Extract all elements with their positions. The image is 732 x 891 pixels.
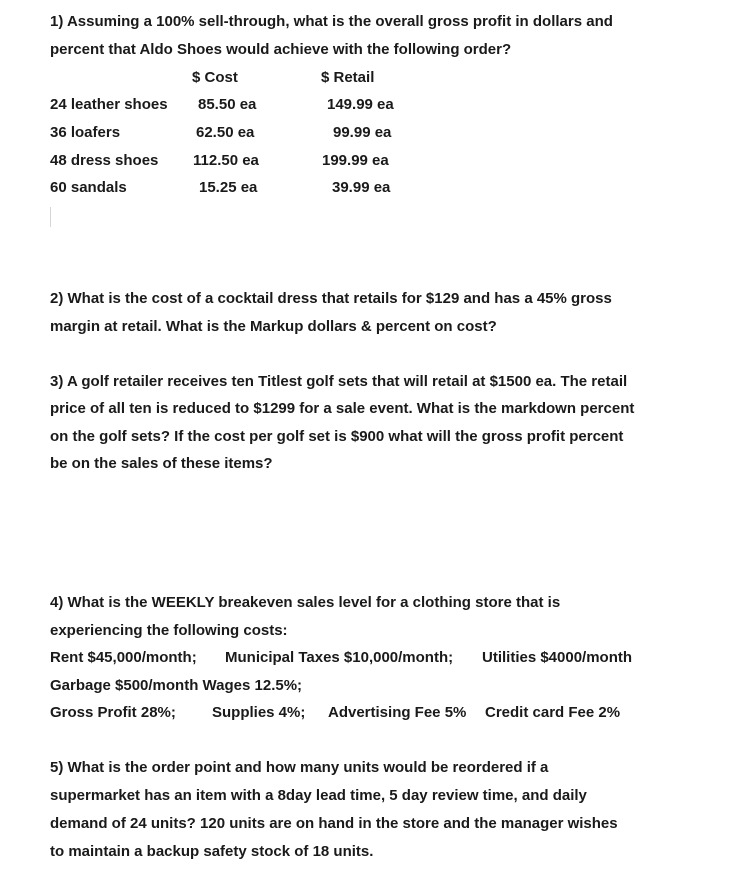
question-3-line-4: be on the sales of these items? — [50, 455, 273, 472]
question-5-line-4: to maintain a backup safety stock of 18 units. — [50, 843, 374, 860]
question-3-line-3: on the golf sets? If the cost per golf set is $900 what will the gross profit percent — [50, 428, 624, 445]
question-1-line-2: percent that Aldo Shoes would achieve with the following order? — [50, 41, 512, 58]
question-5-line-2: supermarket has an item with a 8day lead time, 5 day review time, and daily — [50, 787, 587, 804]
question-5-line-3: demand of 24 units? 120 units are on hand in the store and the manager wishes — [50, 815, 618, 832]
cost-municipal-taxes: Municipal Taxes $10,000/month; — [225, 649, 454, 666]
gross-profit: Gross Profit 28%; — [50, 704, 176, 721]
question-1-line-1: 1) Assuming a 100% sell-through, what is the overall gross profit in dollars and — [50, 13, 613, 30]
question-2-line-1: 2) What is the cost of a cocktail dress that retails for $129 and has a 45% gross — [50, 290, 612, 307]
cost-credit-card-fee: Credit card Fee 2% — [485, 704, 621, 721]
row-4-item: 60 sandals — [50, 179, 127, 196]
question-3-line-2: price of all ten is reduced to $1299 for a sale event. What is the markdown percent — [50, 400, 635, 417]
question-4-line-2: experiencing the following costs: — [50, 622, 288, 639]
question-4-line-1: 4) What is the WEEKLY breakeven sales level for a clothing store that is — [50, 594, 561, 611]
text-cursor — [50, 207, 51, 227]
question-2-line-2: margin at retail. What is the Markup dollars & percent on cost? — [50, 318, 497, 335]
cost-rent: Rent $45,000/month; — [50, 649, 197, 666]
retail-column-header: $ Retail — [321, 69, 375, 86]
cost-advertising-fee: Advertising Fee 5% — [328, 704, 467, 721]
cost-column-header: $ Cost — [192, 69, 238, 86]
row-4-cost: 15.25 ea — [199, 179, 258, 196]
row-2-item: 36 loafers — [50, 124, 121, 141]
cost-garbage-wages: Garbage $500/month Wages 12.5%; — [50, 677, 303, 694]
row-1-item: 24 leather shoes — [50, 96, 168, 113]
row-1-cost: 85.50 ea — [198, 96, 257, 113]
question-5-line-1: 5) What is the order point and how many units would be reordered if a — [50, 759, 549, 776]
cost-utilities: Utilities $4000/month — [482, 649, 633, 666]
row-3-retail: 199.99 ea — [322, 152, 389, 169]
question-3-line-1: 3) A golf retailer receives ten Titlest golf sets that will retail at $1500 ea. The retail — [50, 373, 628, 390]
row-2-cost: 62.50 ea — [196, 124, 255, 141]
row-2-retail: 99.99 ea — [333, 124, 392, 141]
row-1-retail: 149.99 ea — [327, 96, 394, 113]
row-4-retail: 39.99 ea — [332, 179, 391, 196]
row-3-item: 48 dress shoes — [50, 152, 159, 169]
cost-supplies: Supplies 4%; — [212, 704, 306, 721]
row-3-cost: 112.50 ea — [193, 152, 259, 169]
